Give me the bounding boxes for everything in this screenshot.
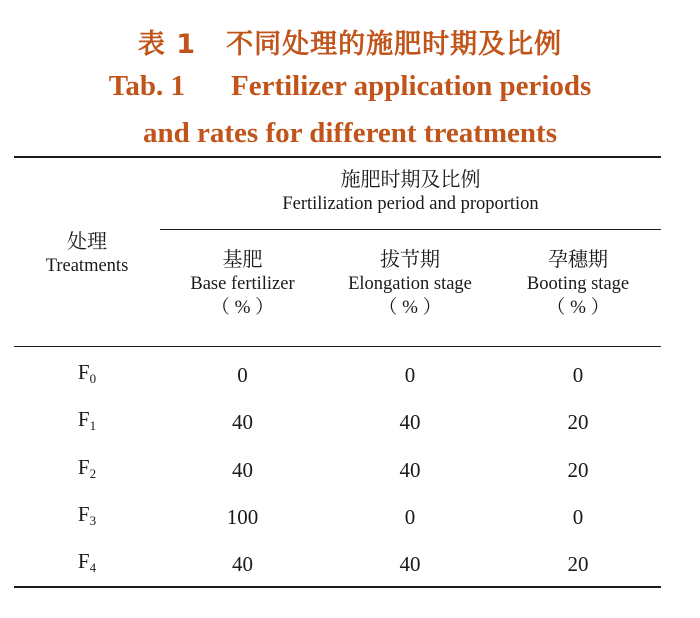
table-top-rule [14, 156, 661, 158]
table-caption-zh [0, 22, 700, 61]
treatments-header-zh: 处理 [67, 229, 107, 253]
cell-f1-base: 40 [232, 410, 253, 434]
column-header-en: Elongation stage [348, 274, 472, 294]
cell-f2-elongation: 40 [399, 458, 421, 482]
cell-f2-booting: 20 [567, 458, 589, 482]
column-header-en: Base fertilizer [190, 274, 295, 294]
row-label-f0 [14, 359, 160, 388]
row-label-f4 [14, 548, 160, 577]
cell-f0-elongation: 0 [404, 363, 416, 387]
column-header-base-fertilizer [160, 246, 325, 321]
cell-f4-booting: 20 [567, 552, 589, 576]
treatment-subscript: 4 [89, 560, 97, 575]
cell-f2-base: 40 [232, 458, 253, 482]
cell-f0-booting: 0 [572, 363, 584, 387]
table-caption-en-line2: and rates for different treatments [143, 117, 557, 149]
group-header-rule [160, 229, 661, 230]
row-label-f1 [14, 406, 160, 435]
header-bottom-rule [14, 346, 661, 347]
group-header-zh: 施肥时期及比例 [340, 167, 481, 191]
treatment-subscript: 3 [89, 513, 97, 528]
treatments-header [14, 228, 160, 278]
cell-f1-booting: 20 [567, 410, 589, 434]
row-label-f3 [14, 501, 160, 530]
cell-f3-booting: 0 [572, 505, 584, 529]
cell-f4-elongation: 40 [399, 552, 421, 576]
treatment-letter: F [77, 360, 90, 384]
fertilization-group-header [160, 166, 661, 216]
column-header-unit: （ % ） [210, 297, 275, 319]
treatment-letter: F [77, 455, 90, 479]
treatment-letter: F [77, 549, 90, 573]
cell-f0-base: 0 [237, 363, 248, 387]
table-label-zh: 表 1 [137, 29, 197, 60]
group-header-en: Fertilization period and proportion [282, 194, 539, 214]
column-header-unit: （ % ） [546, 297, 610, 319]
cell-f1-elongation: 40 [399, 410, 421, 434]
treatment-letter: F [77, 407, 90, 431]
treatment-subscript: 2 [89, 466, 97, 481]
column-header-en: Booting stage [526, 274, 630, 294]
cell-f4-base: 40 [232, 552, 253, 576]
table-bottom-rule [14, 586, 661, 588]
column-header-zh: 基肥 [222, 247, 263, 271]
row-label-f2 [14, 454, 160, 483]
table-caption-en-line1 [0, 70, 700, 103]
cell-f3-elongation: 0 [404, 505, 416, 529]
column-header-zh: 孕穗期 [548, 247, 608, 271]
column-header-zh: 拔节期 [380, 247, 440, 271]
treatment-subscript: 1 [89, 418, 97, 433]
treatment-letter: F [77, 502, 90, 526]
treatment-subscript: 0 [89, 371, 97, 386]
cell-f3-base: 100 [226, 505, 259, 529]
table-label-en: Tab. 1 [108, 70, 185, 102]
table-title-en-line1: Fertilizer application periods [231, 70, 592, 102]
table-title-zh: 不同处理的施肥时期及比例 [226, 29, 563, 60]
column-header-booting-stage [495, 246, 661, 321]
column-header-unit: （ % ） [378, 297, 442, 319]
treatments-header-en: Treatments [45, 256, 129, 276]
column-header-elongation-stage [325, 246, 495, 321]
